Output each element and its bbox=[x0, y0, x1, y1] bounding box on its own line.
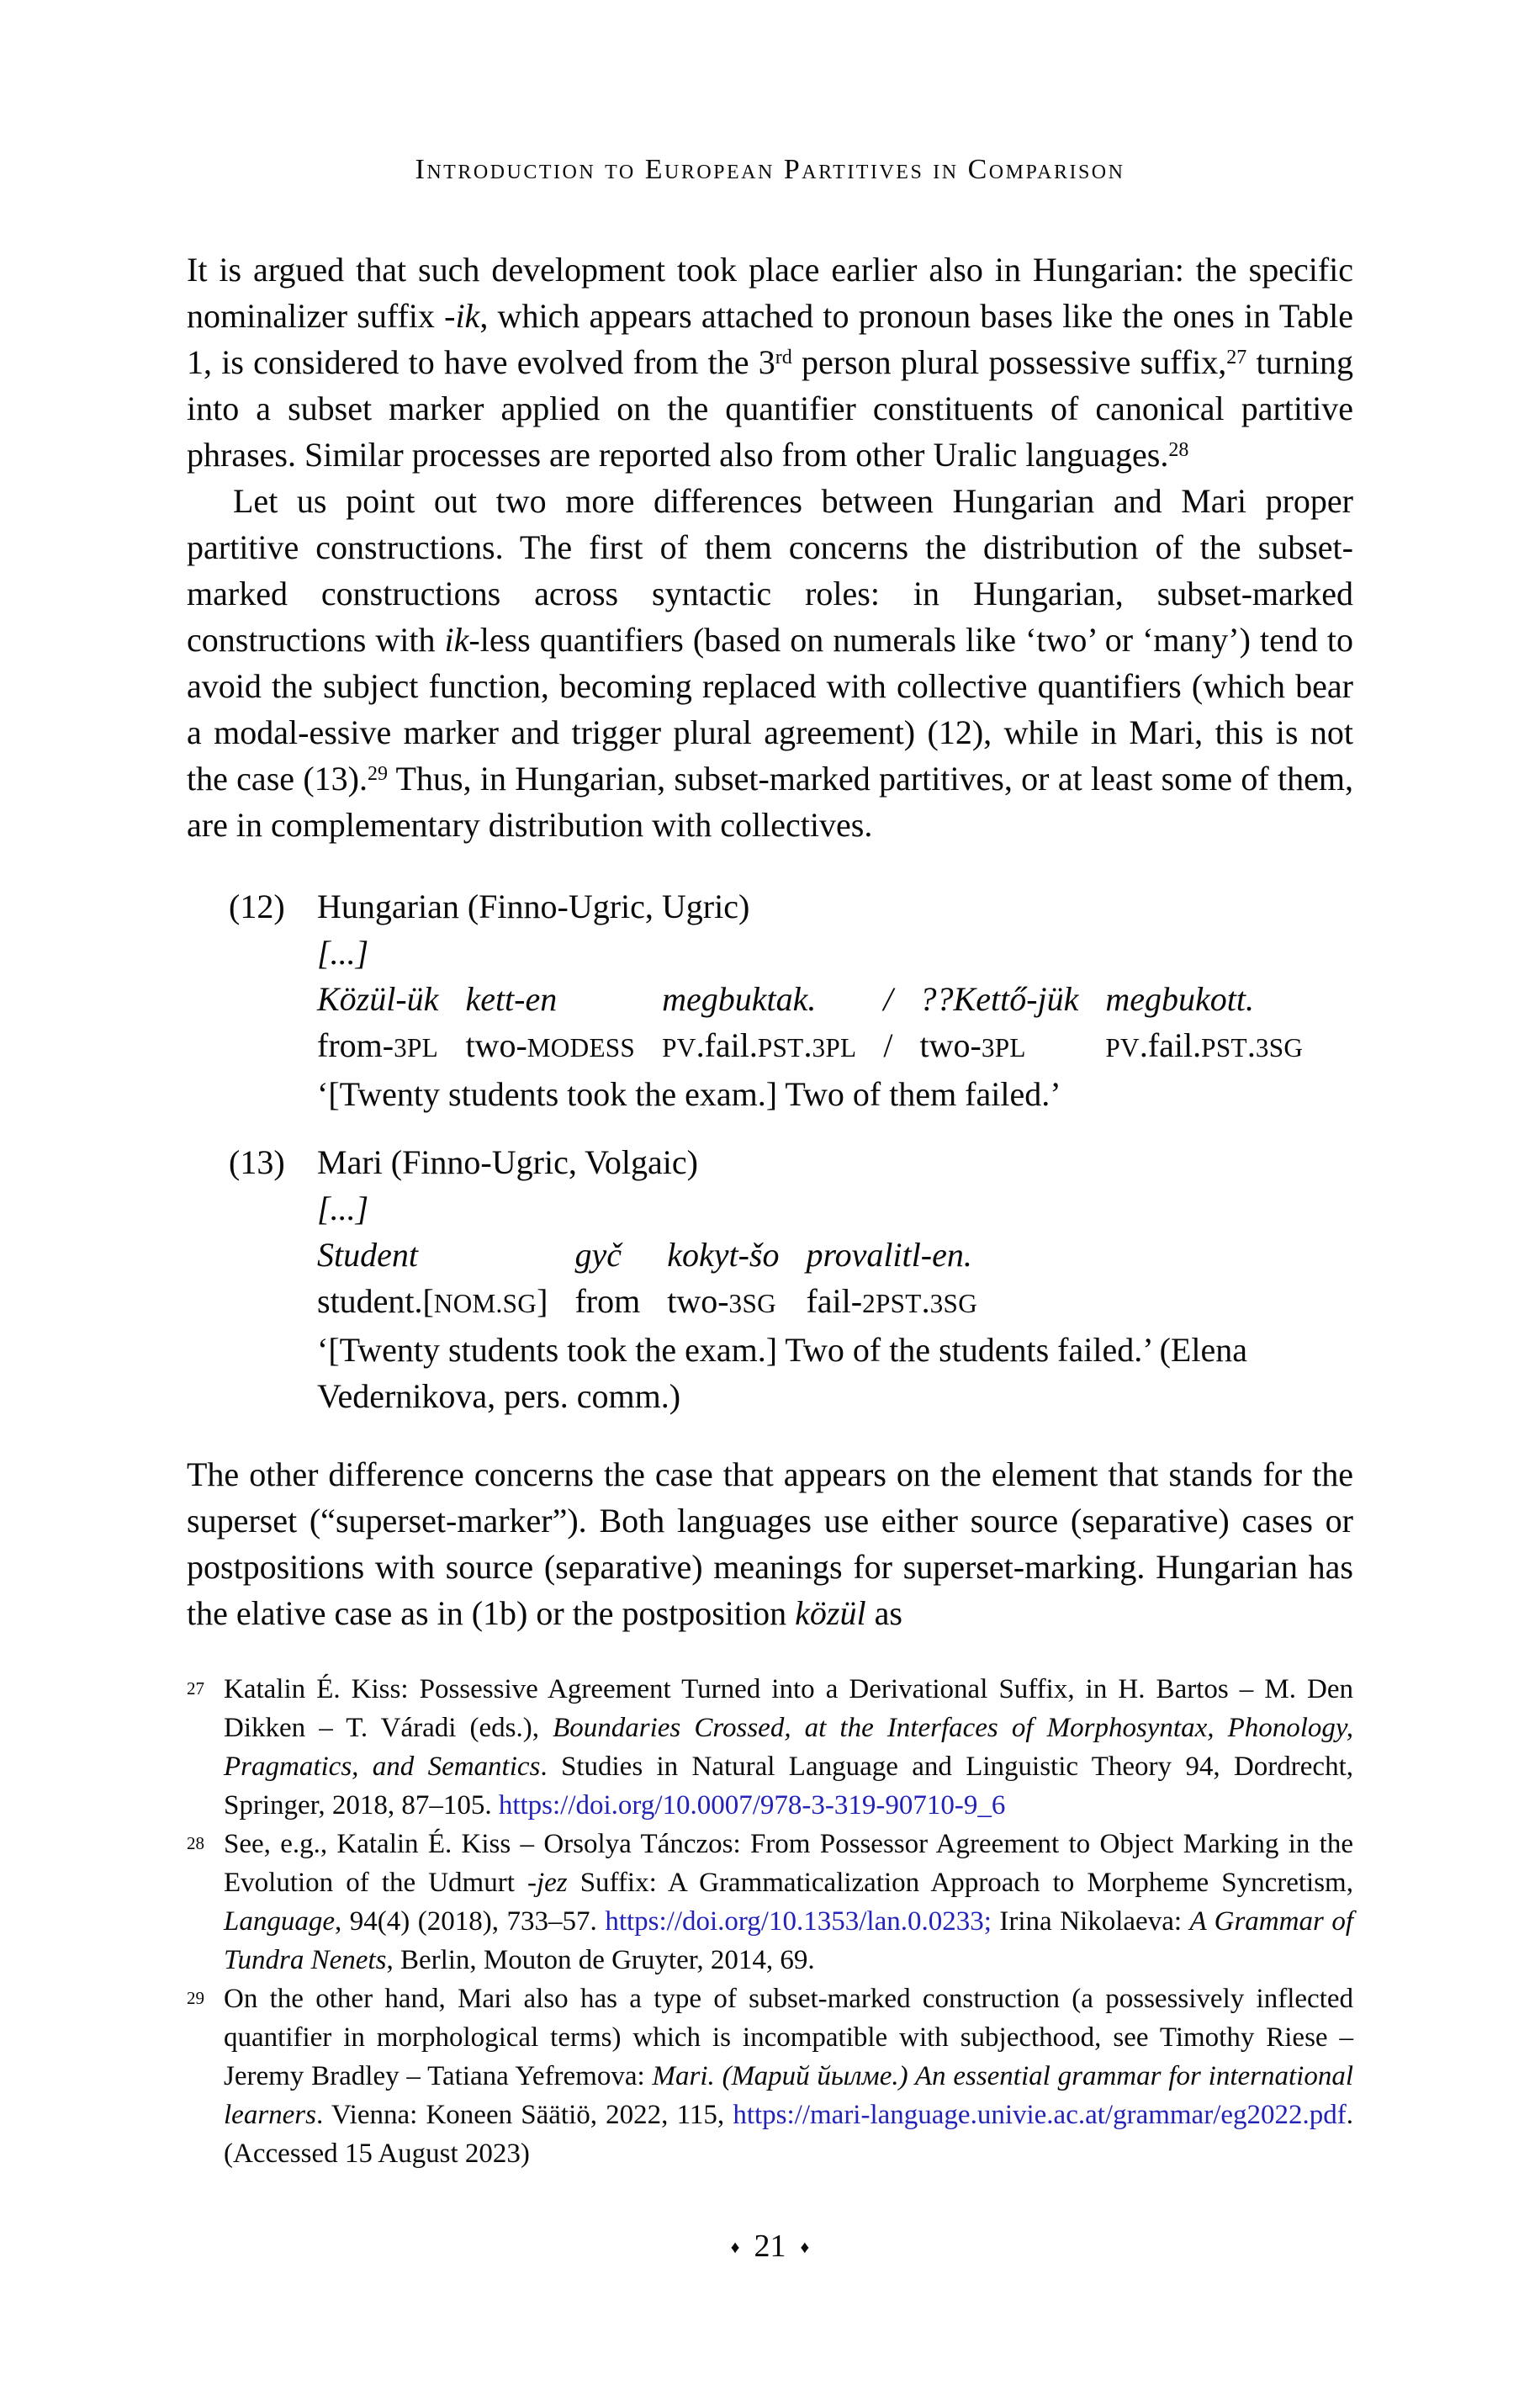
example-number: (12) bbox=[229, 888, 285, 925]
object-language-word: megbukott. bbox=[1105, 980, 1255, 1018]
example-ellipsis: [...] bbox=[317, 1190, 369, 1227]
footnote-27 bbox=[187, 1670, 1353, 1825]
example-13 bbox=[187, 1139, 1353, 1419]
object-language-word: kokyt-šo bbox=[667, 1236, 780, 1274]
footnote-text: See, e.g., Katalin É. Kiss – Orsolya Tánczos: From Possessor Agreement to Object Marking in the Evolution of the Udmurt -jez Suffix: A Grammaticalization Approach to Morpheme Syncretism, Language, 94(4) (2018), 733–57. https://doi.org/10.1353/lan.0.0233; Irina Nikolaeva: A Grammar of Tundra Nenets, Berlin, Mouton de Gruyter, 2014, 69. bbox=[224, 1829, 1353, 1975]
body-text bbox=[187, 246, 1353, 1636]
superscript-marker: 27 bbox=[1226, 347, 1247, 369]
gloss-column bbox=[317, 1232, 548, 1327]
hyperlink[interactable]: https://doi.org/10.0007/978-3-319-90710-9_6 bbox=[498, 1790, 1006, 1821]
italic-text: -jez bbox=[527, 1868, 568, 1898]
footnote-text: On the other hand, Mari also has a type of subset-marked construction (a possessively inflected quantifier in morphological terms) which is incompatible with subjecthood, see Timothy Riese – Jeremy Bradley – Tatiana Yefremova: Mari. (Марий йылме.) An essential grammar for international learners. Vienna: Koneen Säätiö, 2022, 115, https://mari-language.univie.ac.at/grammar/eg2022.pdf. (Accessed 15 August 2023) bbox=[224, 1984, 1353, 2169]
small-caps-gloss: 3PL bbox=[981, 1033, 1026, 1063]
gloss-word: two-MODESS bbox=[465, 1026, 636, 1064]
small-caps-gloss: 2PST bbox=[862, 1289, 922, 1318]
object-language-word: / bbox=[883, 980, 893, 1018]
example-ellipsis: [...] bbox=[317, 934, 369, 972]
gloss-word: two-3SG bbox=[667, 1282, 776, 1320]
italic-text: -ik bbox=[444, 297, 480, 335]
superscript-marker: 28 bbox=[1168, 439, 1189, 462]
object-language-word: Student bbox=[317, 1236, 418, 1274]
object-language-word: ??Kettő-jük bbox=[919, 980, 1079, 1018]
gloss-column bbox=[1105, 976, 1303, 1071]
small-caps-gloss: PST bbox=[1201, 1033, 1247, 1063]
gloss-word: student.[NOM.SG] bbox=[317, 1282, 548, 1320]
footnote-text: Katalin É. Kiss: Possessive Agreement Turned into a Derivational Suffix, in H. Bartos – M. Den Dikken – T. Váradi (eds.), Boundaries Crossed, at the Interfaces of Morphosyntax, Phonology, Pragmatics, and Semantics. Studies in Natural Language and Linguistic Theory 94, Dordrecht, Springer, 2018, 87–105. https://doi.org/10.0007/978-3-319-90710-9_6 bbox=[224, 1674, 1353, 1821]
superscript-marker: 29 bbox=[367, 763, 388, 786]
hyperlink[interactable]: https://doi.org/10.1353/lan.0.0233; bbox=[605, 1906, 992, 1937]
object-language-word: provalitl-en. bbox=[806, 1236, 972, 1274]
example-body bbox=[317, 883, 1353, 1117]
object-language-word: kett-en bbox=[465, 980, 558, 1018]
gloss-column bbox=[465, 976, 635, 1071]
italic-text: ik bbox=[444, 621, 469, 659]
footnotes-block bbox=[187, 1670, 1353, 2173]
example-body bbox=[317, 1139, 1353, 1419]
small-caps-gloss: PV bbox=[662, 1033, 696, 1063]
page-number-ornament-left: ♦ bbox=[730, 2237, 740, 2257]
footnote-marker: 28 bbox=[187, 1833, 204, 1853]
example-language-line: Hungarian (Finno-Ugric, Ugric) bbox=[317, 888, 750, 925]
gloss-column bbox=[574, 1232, 640, 1324]
small-caps-gloss: 3PL bbox=[394, 1033, 438, 1063]
example-number: (13) bbox=[229, 1143, 285, 1181]
page-number bbox=[0, 2228, 1540, 2266]
gloss-word: PV.fail.PST.3PL bbox=[662, 1026, 857, 1064]
gloss-column bbox=[920, 976, 1079, 1071]
small-caps-gloss: PV bbox=[1105, 1033, 1140, 1063]
small-caps-gloss: PST bbox=[757, 1033, 804, 1063]
gloss-word: two-3PL bbox=[919, 1026, 1026, 1064]
superscript-marker: rd bbox=[775, 347, 792, 369]
italic-text: Boundaries Crossed, at the Interfaces of Morphosyntax, Phonology, Pragmatics, and Semantics bbox=[224, 1713, 1353, 1782]
page-number-value: 21 bbox=[754, 2229, 786, 2264]
small-caps-gloss: 3PL bbox=[812, 1033, 857, 1063]
small-caps-gloss: NOM.SG bbox=[433, 1289, 537, 1318]
italic-text: A Grammar of Tundra Nenets bbox=[224, 1906, 1353, 1975]
small-caps-gloss: 3SG bbox=[1255, 1033, 1304, 1063]
small-caps-gloss: MODESS bbox=[527, 1033, 636, 1063]
paragraph-3: The other difference concerns the case that appears on the element that stands for the superset (“superset-marker”). Both languages use either source (separative) cases or postpositions with source (separative) meanings for superset-marking. Hungarian has the elative case as in (1b) or the postposition közül as bbox=[187, 1455, 1353, 1632]
interlinear-gloss bbox=[317, 976, 1353, 1071]
gloss-word: from-3PL bbox=[317, 1026, 438, 1064]
page-number-ornament-right: ♦ bbox=[800, 2237, 810, 2257]
gloss-column bbox=[317, 976, 438, 1071]
gloss-column bbox=[883, 976, 892, 1068]
footnote-28 bbox=[187, 1825, 1353, 1980]
example-translation: ‘[Twenty students took the exam.] Two of them failed.’ bbox=[317, 1075, 1061, 1113]
object-language-word: Közül-ük bbox=[317, 980, 439, 1018]
gloss-word: / bbox=[883, 1026, 893, 1064]
italic-text: Mari. (Марий йылме.) An essential grammar for international learners bbox=[224, 2061, 1353, 2130]
interlinear-gloss bbox=[317, 1232, 1353, 1327]
footnote-29 bbox=[187, 1980, 1353, 2173]
gloss-word: PV.fail.PST.3SG bbox=[1105, 1026, 1304, 1064]
example-language-line: Mari (Finno-Ugric, Volgaic) bbox=[317, 1143, 698, 1181]
paragraph-1: It is argued that such development took place earlier also in Hungarian: the specific nominalizer suffix -ik, which appears attached to pronoun bases like the ones in Table 1, is considered to have evolved from the 3rd person plural possessive suffix,$^{27}$ turning into a subset marker applied on the quantifier constituents of canonical partitive phrases. Similar processes are reported also from other Uralic languages.$^{28}$ bbox=[187, 251, 1353, 474]
object-language-word: gyč bbox=[574, 1236, 622, 1274]
gloss-word: from bbox=[574, 1282, 641, 1320]
paragraph-2: Let us point out two more differences between Hungarian and Mari proper partitive constructions. The first of them concerns the distribution of the subset-marked constructions across syntactic roles: in Hungarian, subset-marked constructions with ik-less quantifiers (based on numerals like ‘two’ or ‘many’) tend to avoid the subject function, becoming replaced with collective quantifiers (which bear a modal-essive marker and trigger plural agreement) (12), while in Mari, this is not the case (13).$^{29}$ Thus, in Hungarian, subset-marked partitives, or at least some of them, are in complementary distribution with collectives. bbox=[187, 482, 1354, 844]
small-caps-gloss: 3SG bbox=[728, 1289, 776, 1318]
running-head: Introduction to European Partitives in Comparison bbox=[415, 154, 1125, 185]
example-translation: ‘[Twenty students took the exam.] Two of the students failed.’ (Elena Vedernikova, pers. comm.) bbox=[317, 1331, 1247, 1415]
gloss-word: fail-2PST.3SG bbox=[806, 1282, 978, 1320]
hyperlink[interactable]: https://mari-language.univie.ac.at/grammar/eg2022.pdf bbox=[733, 2100, 1347, 2130]
footnote-marker: 29 bbox=[187, 1988, 204, 2008]
footnote-marker: 27 bbox=[187, 1678, 204, 1699]
italic-text: közül bbox=[795, 1594, 866, 1632]
example-12 bbox=[187, 883, 1353, 1117]
small-caps-gloss: 3SG bbox=[929, 1289, 978, 1318]
object-language-word: megbuktak. bbox=[662, 980, 817, 1018]
gloss-column bbox=[662, 976, 856, 1071]
gloss-column bbox=[667, 1232, 779, 1327]
gloss-column bbox=[806, 1232, 977, 1327]
italic-text: Language bbox=[224, 1906, 335, 1937]
